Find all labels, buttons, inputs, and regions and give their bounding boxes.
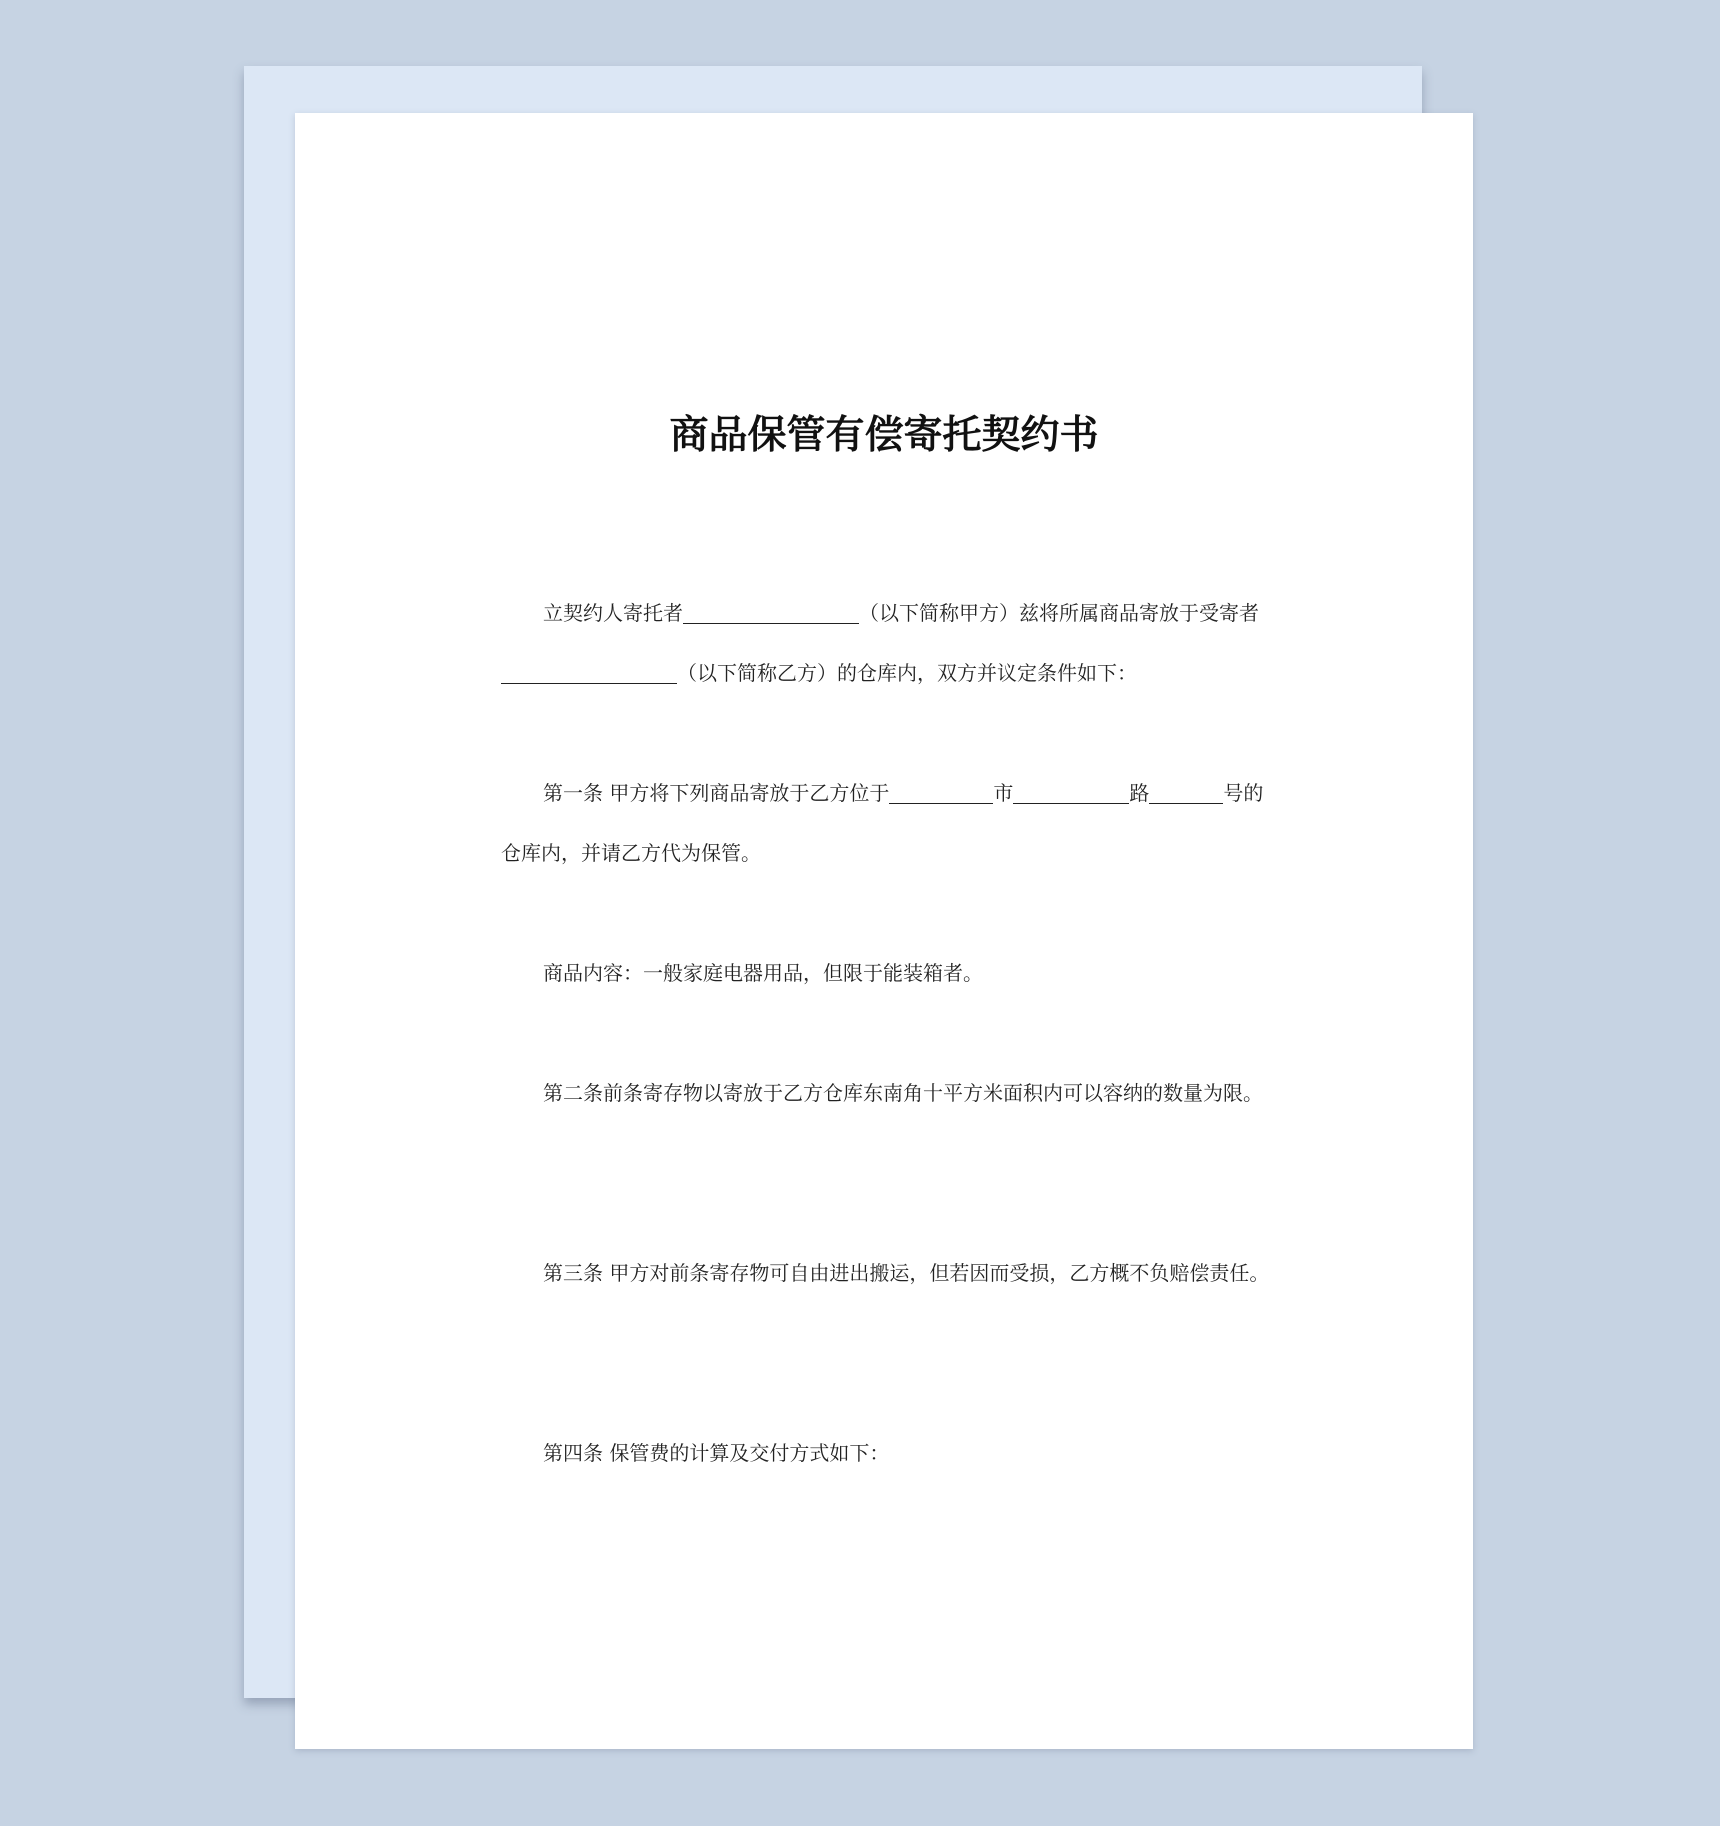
road-label: 路 — [1129, 781, 1150, 805]
intro-text-party-a: （以下简称甲方）兹将所属商品寄放于受寄 — [859, 601, 1239, 625]
article-3-paragraph: 第三条 甲方对前条寄存物可自由进出搬运，但若因而受损，乙方概不负赔偿责任。 — [543, 1261, 1270, 1285]
article-1-paragraph — [501, 763, 1281, 883]
article-1-text-end: 的仓库内，并请乙方代为保管。 — [501, 781, 1264, 865]
article-4-paragraph: 第四条 保管费的计算及交付方式如下： — [543, 1441, 890, 1465]
document-title: 商品保管有偿寄托契约书 — [669, 413, 1099, 458]
number-blank[interactable] — [1149, 781, 1223, 804]
city-blank[interactable] — [889, 781, 993, 804]
intro-text-depositor: 立契约人寄托者 — [543, 601, 683, 625]
intro-text-custodian: 者 — [1239, 601, 1259, 625]
road-blank[interactable] — [1013, 781, 1129, 804]
intro-text-party-b: （以下简称乙方）的仓库内，双方并议定条件如下： — [677, 661, 1137, 685]
city-label: 市 — [993, 781, 1014, 805]
article-1-text: 第一条 甲方将下列商品寄放于乙方位于 — [543, 781, 890, 805]
intro-paragraph — [501, 583, 1281, 703]
depositor-name-blank[interactable] — [683, 601, 859, 624]
goods-content-paragraph: 商品内容：一般家庭电器用品，但限于能装箱者。 — [543, 961, 983, 985]
document-page — [295, 113, 1473, 1749]
article-2-paragraph: 第二条前条寄存物以寄放于乙方仓库东南角十平方米面积内可以容纳的数量为限。 — [543, 1081, 1263, 1105]
number-label: 号 — [1223, 781, 1244, 805]
custodian-name-blank[interactable] — [501, 661, 677, 684]
